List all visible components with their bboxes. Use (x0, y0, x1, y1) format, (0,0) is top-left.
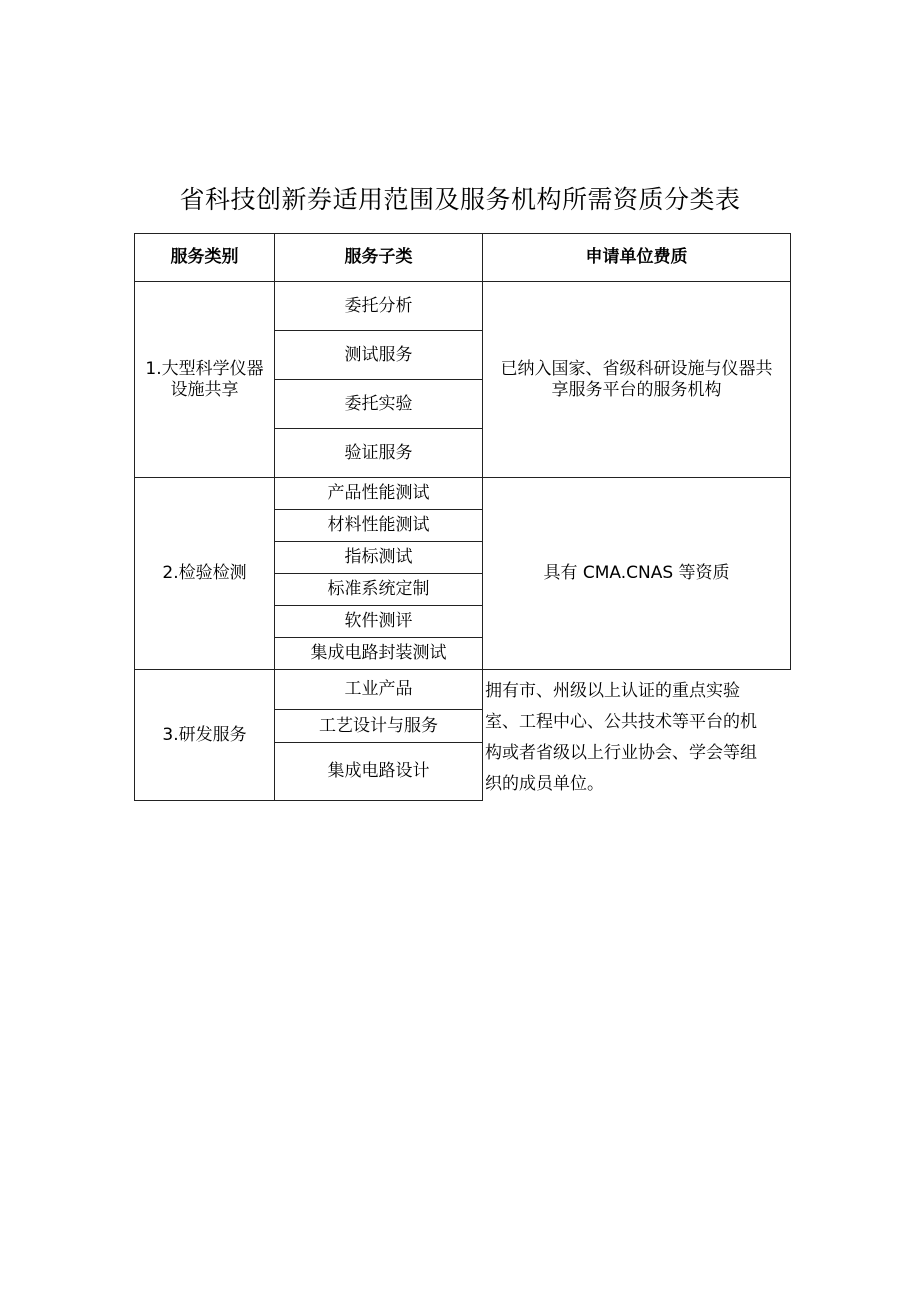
header-service-subcategory: 服务子类 (275, 234, 483, 282)
qualification-line: 具有 CMA.CNAS 等资质 (543, 563, 730, 584)
qualification-line: 享服务平台的服务机构 (551, 379, 722, 400)
subcategory-cell: 软件测评 (275, 606, 483, 638)
qualification-line: 织的成员单位。 (485, 774, 604, 795)
subcategory-cell: 标准系统定制 (275, 574, 483, 606)
subcategory-cell: 集成电路设计 (275, 742, 483, 800)
category-line: 2.检验检测 (162, 563, 247, 584)
subcategory-cell: 验证服务 (275, 429, 483, 478)
qualification-line: 构或者省级以上行业协会、学会等组 (485, 743, 757, 764)
qualification-line: 室、工程中心、公共技术等平台的机 (485, 712, 757, 733)
subcategory-cell: 指标测试 (275, 542, 483, 574)
subcategory-cell: 工艺设计与服务 (275, 710, 483, 743)
category-cell (135, 282, 275, 478)
header-service-category: 服务类别 (135, 234, 275, 282)
category-line: 设施共享 (170, 379, 239, 400)
table-row (135, 478, 791, 510)
category-cell (135, 670, 275, 801)
subcategory-cell: 委托实验 (275, 380, 483, 429)
qualification-cell (483, 282, 791, 478)
qualification-cell (483, 670, 791, 801)
category-line: 1.大型科学仪器 (145, 359, 264, 380)
category-cell (135, 478, 275, 670)
qualification-line: 已纳入国家、省级科研设施与仪器共 (500, 359, 773, 380)
table-row (135, 282, 791, 331)
subcategory-cell: 材料性能测试 (275, 510, 483, 542)
table-row (135, 670, 791, 710)
subcategory-cell: 集成电路封装测试 (275, 638, 483, 670)
subcategory-cell: 测试服务 (275, 331, 483, 380)
category-line: 3.研发服务 (162, 724, 247, 745)
document-title: 省科技创新券适用范围及服务机构所需资质分类表 (179, 185, 741, 214)
subcategory-cell: 委托分析 (275, 282, 483, 331)
subcategory-cell: 工业产品 (275, 670, 483, 710)
qualification-cell (483, 478, 791, 670)
qualification-line: 拥有市、州级以上认证的重点实验 (485, 681, 740, 701)
header-applicant-qualification: 申请单位费质 (483, 234, 791, 282)
qualification-table (134, 233, 791, 801)
subcategory-cell: 产品性能测试 (275, 478, 483, 510)
table-header-row (135, 234, 791, 282)
